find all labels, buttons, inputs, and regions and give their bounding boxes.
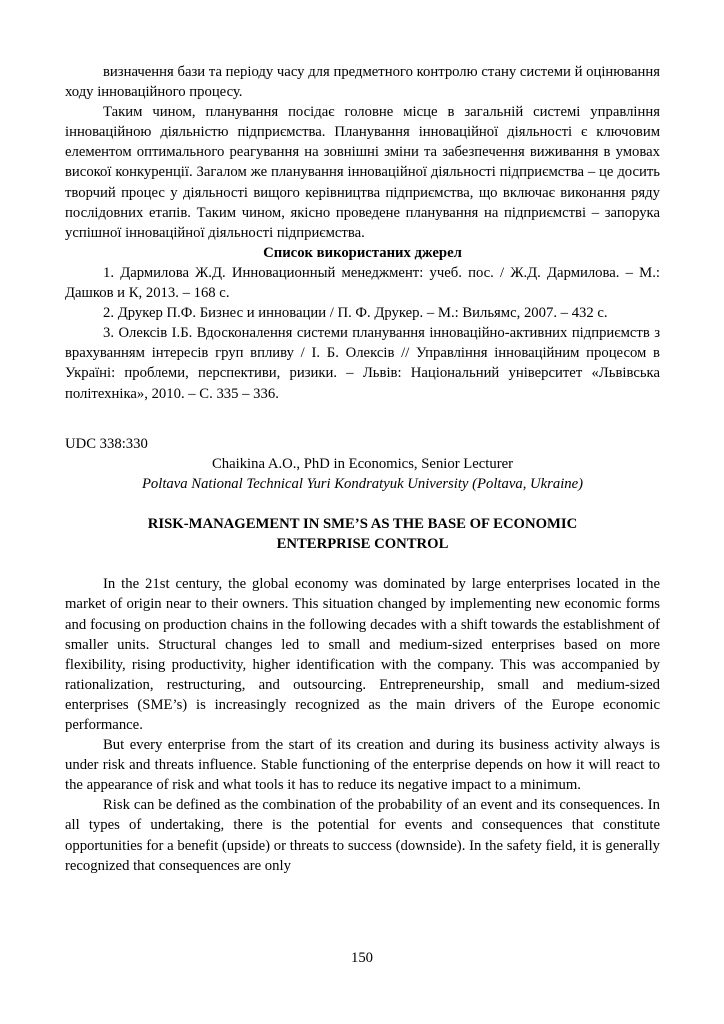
article-title-line-1: RISK-MANAGEMENT IN SME’S AS THE BASE OF ECONOMIC xyxy=(147,516,578,533)
article-author: Chaikina A.O., PhD in Economics, Senior Lecturer xyxy=(211,455,514,472)
reference-item-1: 1. Дармилова Ж.Д. Инновационный менеджмент: учеб. пос. / Ж.Д. Дармилова. – М.: Дашков и К, 2013. – 168 с. xyxy=(65,264,660,302)
references-heading: Список використаних джерел xyxy=(263,244,462,261)
section-gap-1 xyxy=(65,404,660,424)
page-number: 150 xyxy=(350,950,374,966)
article-paragraph-3: Risk can be defined as the combination of the probability of an event and its consequences. In all types of undertaking, there is the potential for events and consequences that constitute opportunities for a benefit (upside) or threats to success (downside). In the safety field, it is generally recognized that consequences are only xyxy=(65,797,660,874)
paragraph-continued: визначення бази та періоду часу для предметного контролю стану системи й оцінювання ходу інноваційного процесу. xyxy=(65,64,660,101)
udc-code: UDC 338:330 xyxy=(65,435,148,452)
article-paragraph-2: But every enterprise from the start of its creation and during its business activity always is under risk and threats influence. Stable functioning of the enterprise depends on how it will react to the appearance of risk and what tools it has to reduce its negative impact to a minimum. xyxy=(65,737,660,794)
reference-item-2: 2. Друкер П.Ф. Бизнес и инновации / П. Ф. Друкер. – М.: Вильямс, 2007. – 432 с. xyxy=(103,305,608,322)
article-affiliation: Poltava National Technical Yuri Kondratyuk University (Poltava, Ukraine) xyxy=(141,475,584,492)
title-gap-top xyxy=(65,494,660,514)
title-gap-bottom xyxy=(65,554,660,574)
reference-item-3: 3. Олексів І.Б. Вдосконалення системи планування інноваційно-активних підприємств з врахуванням інтересів груп впливу / І. Б. Олексів // Управління інноваційним процесом в Україні: проблеми, перспективи, ризики. – Львів: Національний університет «Львівська політехніка», 2010. – С. 335 – 336. xyxy=(65,325,660,402)
article-title-line-2: ENTERPRISE CONTROL xyxy=(276,536,449,553)
section-gap-2 xyxy=(65,424,660,434)
paragraph-planning: Таким чином, планування посідає головне місце в загальній системі управління інноваційною діяльністю підприємства. Планування інноваційної діяльності є ключовим елементом оптимального реагування на зовнішні зміни та забезпечення виживання в умовах високої конкуренції. Загалом же планування інноваційної діяльності підприємства – це досить творчий процес у діяльності вищого керівництва підприємства, що включає виконання ряду послідовних етапів. Таким чином, якісно проведене планування на підприємстві – запорука успішної інноваційної діяльності підприємства. xyxy=(65,104,660,241)
article-paragraph-1: In the 21st century, the global economy was dominated by large enterprises located in the market of origin near to their owners. This situation changed by implementing new economic forms and focusing on production chains in the following decades with a shift towards the establishment of smaller units. Structural changes led to small and medium-sized enterprises based on more flexibility, rising productivity, higher identification with the company. This was accompanied by rationalization, restructuring, and outsourcing. Entrepreneurship, small and medium-sized enterprises (SME’s) is increasingly recognized as the main drivers of the Europe economic performance. xyxy=(65,576,660,733)
